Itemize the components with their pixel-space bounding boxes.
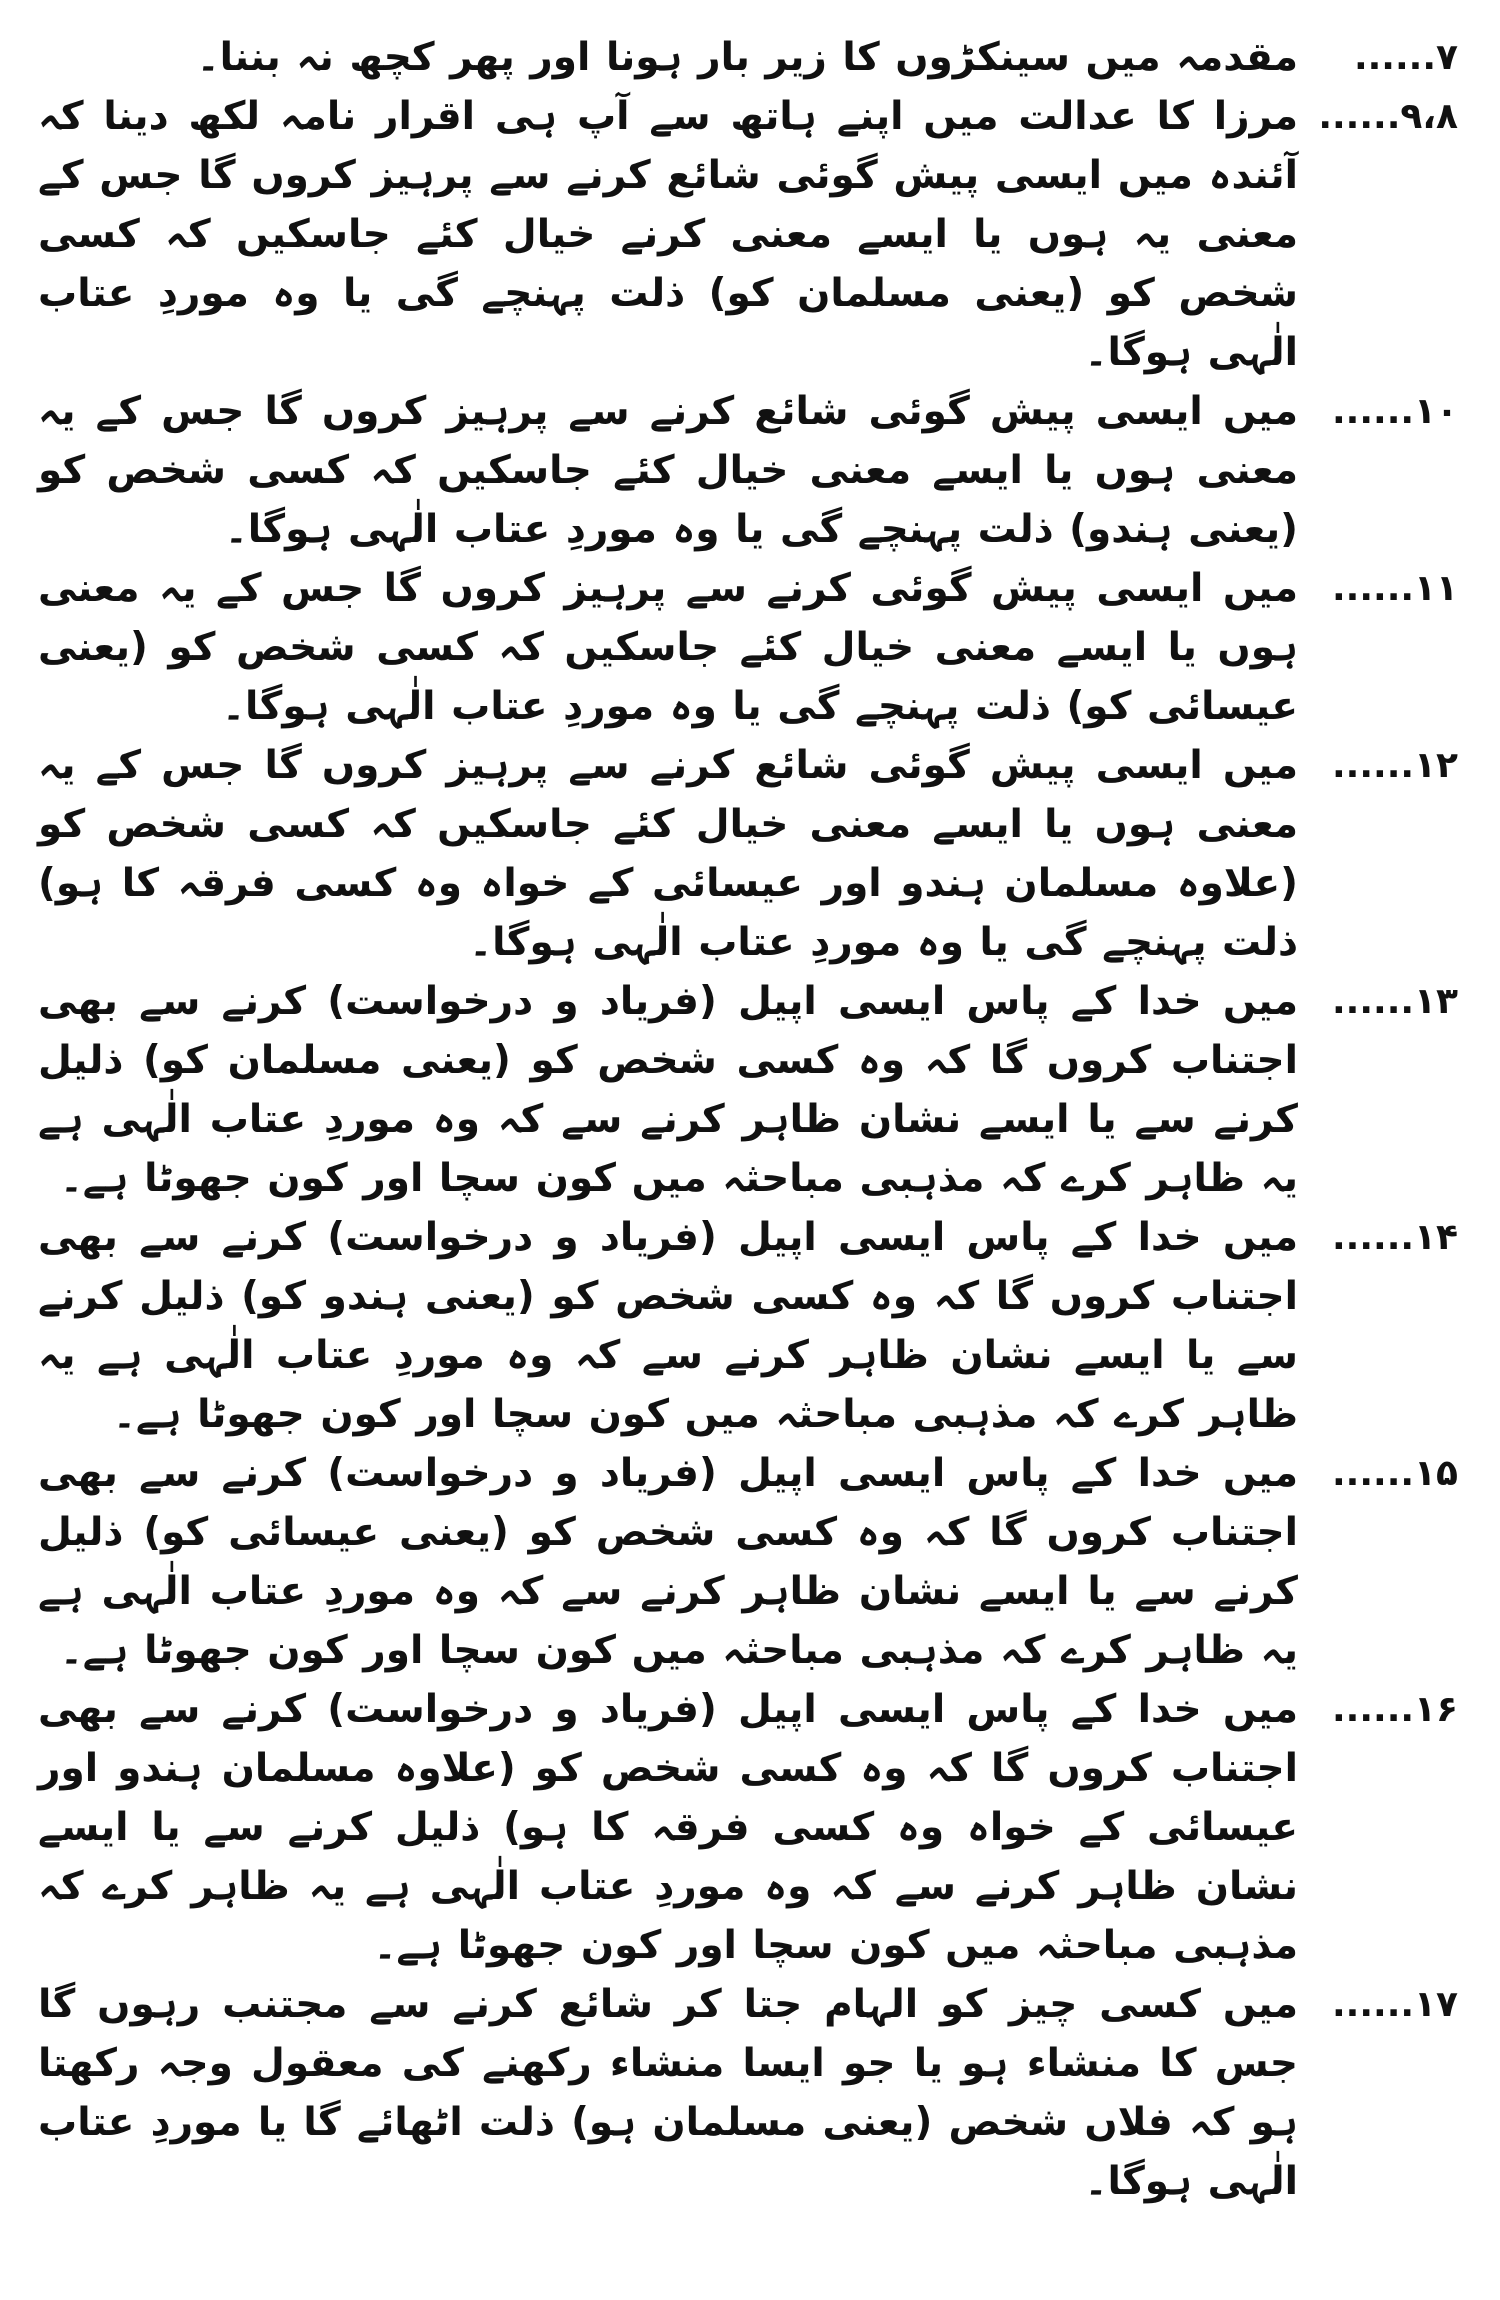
- list-item-12: [38, 736, 1458, 972]
- entry-number: ۱۷......: [1331, 1984, 1458, 2025]
- entry-number: ۱۳......: [1331, 981, 1458, 1022]
- entry-text: میں کسی چیز کو الہام جتا کر شائع کرنے سے مجتنب رہوں گا جس کا منشاء ہو یا جو ایسا منشاء رکھنے کی معقول وجہ رکھتا ہو کہ فلاں شخص (یعنی مسلمان ہو) ذلت اٹھائے گا یا موردِ عتاب الٰہی ہوگا۔: [38, 1982, 1298, 2204]
- list-item-13: [38, 972, 1458, 1208]
- list-item-8-9: [38, 87, 1458, 382]
- entry-text: میں ایسی پیش گوئی کرنے سے پرہیز کروں گا جس کے یہ معنی ہوں یا ایسے معنی خیال کئے جاسکیں کہ کسی شخص کو (یعنی عیسائی کو) ذلت پہنچے گی یا وہ موردِ عتاب الٰہی ہوگا۔: [38, 566, 1298, 729]
- entry-number: ۹،۸......: [1318, 96, 1458, 137]
- entry-text: میں ایسی پیش گوئی شائع کرنے سے پرہیز کروں گا جس کے یہ معنی ہوں یا ایسے معنی خیال کئے جاسکیں کہ کسی شخص کو (علاوہ مسلمان ہندو اور عیسائی کے خواہ وہ کسی فرقہ کا ہو) ذلت پہنچے گی یا وہ موردِ عتاب الٰہی ہوگا۔: [38, 743, 1298, 965]
- entry-number: ۷......: [1353, 37, 1458, 78]
- entry-text: میں خدا کے پاس ایسی اپیل (فریاد و درخواست) کرنے سے بھی اجتناب کروں گا کہ وہ کسی شخص کو (علاوہ مسلمان ہندو اور عیسائی کے خواہ وہ کسی فرقہ کا ہو) ذلیل کرنے سے یا ایسے نشان ظاہر کرنے سے کہ وہ موردِ عتاب الٰہی ہے یہ ظاہر کرے کہ مذہبی مباحثہ میں کون سچا اور کون جھوٹا ہے۔: [38, 1687, 1298, 1968]
- list-item-17: [38, 1975, 1458, 2211]
- list-item-16: [38, 1680, 1458, 1975]
- list-item-10: [38, 382, 1458, 559]
- list-item-15: [38, 1444, 1458, 1680]
- entry-number: ۱۶......: [1331, 1689, 1458, 1730]
- entry-text: میں ایسی پیش گوئی شائع کرنے سے پرہیز کروں گا جس کے یہ معنی ہوں یا ایسے معنی خیال کئے جاسکیں کہ کسی شخص کو (یعنی ہندو) ذلت پہنچے گی یا وہ موردِ عتاب الٰہی ہوگا۔: [38, 389, 1298, 552]
- entry-text: مقدمہ میں سینکڑوں کا زیر بار ہونا اور پھر کچھ نہ بننا۔: [196, 35, 1298, 80]
- entry-number: ۱۲......: [1331, 745, 1458, 786]
- entry-number: ۱۱......: [1331, 568, 1458, 609]
- entry-number: ۱۵......: [1331, 1453, 1458, 1494]
- entry-number: ۱۴......: [1331, 1217, 1458, 1258]
- entry-text: میں خدا کے پاس ایسی اپیل (فریاد و درخواست) کرنے سے بھی اجتناب کروں گا کہ وہ کسی شخص کو (یعنی مسلمان کو) ذلیل کرنے سے یا ایسے نشان ظاہر کرنے سے کہ وہ موردِ عتاب الٰہی ہے یہ ظاہر کرے کہ مذہبی مباحثہ میں کون سچا اور کون جھوٹا ہے۔: [38, 979, 1298, 1201]
- list-item-7: [38, 28, 1458, 87]
- entry-number: ۱۰......: [1331, 391, 1458, 432]
- list-item-14: [38, 1208, 1458, 1444]
- entry-text: میں خدا کے پاس ایسی اپیل (فریاد و درخواست) کرنے سے بھی اجتناب کروں گا کہ وہ کسی شخص کو (یعنی ہندو کو) ذلیل کرنے سے یا ایسے نشان ظاہر کرنے سے کہ وہ موردِ عتاب الٰہی ہے یہ ظاہر کرے کہ مذہبی مباحثہ میں کون سچا اور کون جھوٹا ہے۔: [38, 1215, 1298, 1437]
- list-item-11: [38, 559, 1458, 736]
- entry-text: میں خدا کے پاس ایسی اپیل (فریاد و درخواست) کرنے سے بھی اجتناب کروں گا کہ وہ کسی شخص کو (یعنی عیسائی کو) ذلیل کرنے سے یا ایسے نشان ظاہر کرنے سے کہ وہ موردِ عتاب الٰہی ہے یہ ظاہر کرے کہ مذہبی مباحثہ میں کون سچا اور کون جھوٹا ہے۔: [38, 1451, 1298, 1673]
- entry-text: مرزا کا عدالت میں اپنے ہاتھ سے آپ ہی اقرار نامہ لکھ دینا کہ آئندہ میں ایسی پیش گوئی شائع کرنے سے پرہیز کروں گا جس کے معنی یہ ہوں یا ایسے معنی کرنے خیال کئے جاسکیں کہ کسی شخص کو (یعنی مسلمان کو) ذلت پہنچے گی یا وہ موردِ عتاب الٰہی ہوگا۔: [38, 94, 1298, 375]
- numbered-entry-list: [38, 28, 1458, 2211]
